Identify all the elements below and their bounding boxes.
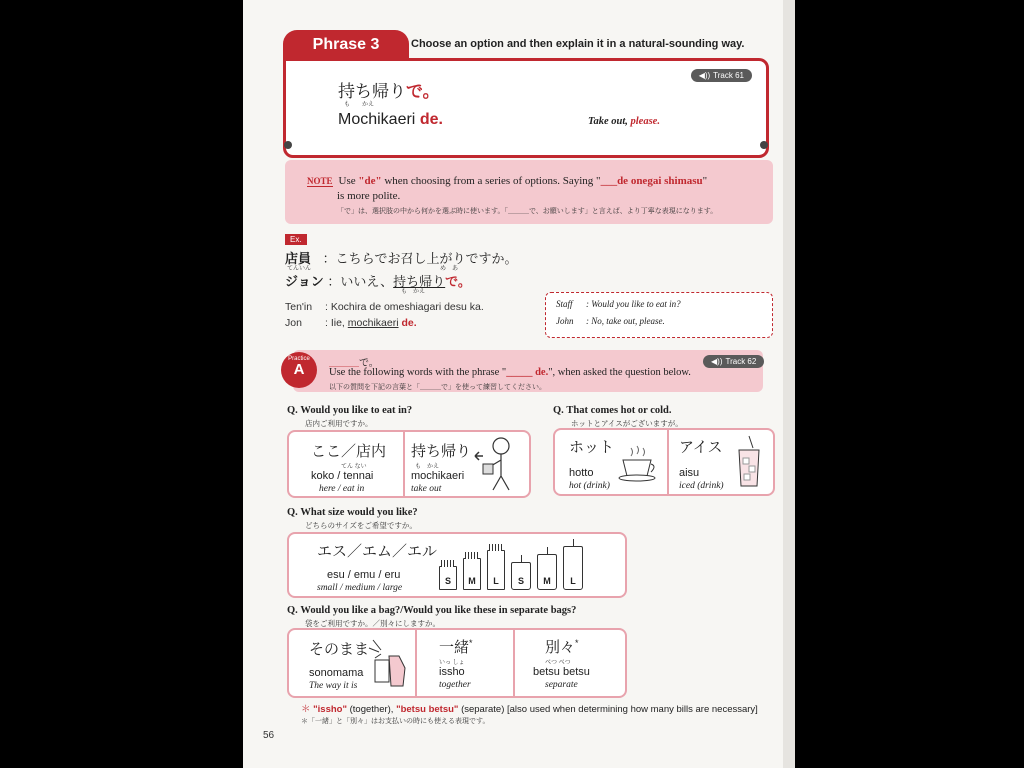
q1-options-box (287, 430, 531, 498)
note-banner (285, 160, 773, 224)
practice-instr-jp: 以下の質問を下記の言葉と「＿＿＿で」を使って練習してください。 (329, 384, 546, 391)
note-label: NOTE (307, 176, 333, 186)
note-text-3: " (702, 175, 708, 187)
q4-opt2-ruby: いっ しょ (439, 660, 465, 666)
straw-icon (547, 547, 548, 555)
practice-blank-de: で。 (359, 358, 379, 369)
phrase-romaji (338, 111, 443, 129)
phrase-jp-main: 持ち帰り (338, 82, 406, 101)
q4-opt2-jp: 一緒 (439, 639, 470, 656)
q3-options-box (287, 532, 627, 598)
q2-opt2 (679, 436, 724, 491)
practice-letter: A (293, 361, 305, 378)
translation-main: Take out, (588, 116, 628, 127)
phrase-label: Phrase 3 (283, 30, 409, 60)
q1-opt2-en: take out (411, 484, 442, 494)
q4-opt2-star: * (469, 638, 473, 648)
tr-speaker-2: John (556, 316, 574, 326)
example-speaker-2: ジョン (285, 274, 324, 289)
example-line2-ruby: も かえ (401, 289, 426, 295)
practice-track-badge[interactable] (703, 355, 764, 368)
fries-icon (463, 558, 481, 590)
coffee-cup-icon (617, 444, 661, 482)
speaker-icon: ◀)) (711, 357, 723, 366)
practice-instr-2: ", when asked the question below. (548, 367, 691, 378)
practice-blank: ＿＿＿ (329, 358, 359, 369)
q4-options-box (287, 628, 627, 698)
cup-icon (563, 546, 583, 590)
q2-opt2-en: iced (drink) (679, 481, 724, 491)
q1-opt1-jp: ここ／店内 (311, 443, 387, 460)
example-line2-b: 持ち帰り (393, 274, 446, 289)
fries-top-icon (489, 544, 502, 551)
translation-please: please. (630, 116, 660, 127)
track-label: Track 61 (713, 71, 744, 80)
footnote-betsu: "betsu betsu" (396, 704, 459, 715)
binder-ring-right (760, 141, 768, 149)
q2-opt1-jp: ホット (569, 439, 615, 456)
straw-icon (521, 555, 522, 563)
q1-opt2-ruby: も かえ (415, 464, 440, 470)
q1-opt1 (311, 440, 386, 494)
size-icons (439, 542, 609, 590)
practice-instr-blank: _____ de. (506, 367, 549, 378)
tr-speaker-1: Staff (556, 299, 573, 309)
q3-jp: どちらのサイズをご希望ですか。 (305, 521, 417, 530)
translation-line-2 (556, 316, 665, 326)
q4-opt1-en: The way it is (309, 681, 358, 691)
practice-instr-1: Use the following words with the phrase " (329, 367, 507, 378)
phrase-romaji-main: Mochikaeri (338, 111, 416, 128)
q4-opt2-en: together (439, 680, 471, 690)
q1-opt1-rom: koko / tennai (311, 470, 374, 482)
romaji-text-2b: mochikaeri (347, 317, 399, 329)
footnote-jp: ＊「一緒」と「別々」はお支払いの時にも使える表現です。 (301, 718, 490, 725)
q2-opt1-rom: hotto (569, 467, 594, 479)
q3-opt (317, 540, 437, 593)
translation-box (545, 292, 773, 338)
footnote (301, 701, 758, 715)
note-text-2: when choosing from a series of options. Saying " (384, 175, 601, 187)
example-speaker-ruby: てんいん (287, 266, 312, 272)
fries-top-icon (465, 552, 478, 559)
q1-text: Would you like to eat in? (300, 405, 413, 416)
practice-badge (281, 352, 317, 388)
q3-opt-en: small / medium / large (317, 583, 403, 593)
size-label: M (468, 576, 476, 586)
q1-question: Q. Would you like to eat in? (287, 405, 413, 416)
q2-opt1 (569, 436, 614, 491)
q1-opt1-ruby: てん ない (341, 464, 367, 470)
romaji-text-2c: de. (401, 317, 417, 329)
note-text (307, 174, 757, 204)
hand-with-bag-icon (367, 638, 413, 690)
phrase-jp-particle: で。 (406, 82, 440, 101)
q2-opt2-jp: アイス (679, 439, 723, 456)
size-label: L (493, 576, 499, 586)
q2-jp: ホットとアイスがございますが。 (571, 419, 683, 428)
q1-opt2-rom: mochikaeri (411, 470, 465, 482)
practice-instruction (329, 367, 691, 378)
q1-jp: 店内ご利用ですか。 (305, 419, 373, 428)
note-text-4: is more polite. (337, 190, 401, 202)
example-label: Ex. (285, 234, 307, 245)
fries-icon (487, 550, 505, 590)
example-romaji-1 (285, 301, 484, 313)
fries-icon (439, 566, 457, 590)
example-speaker-1: 店員 (285, 251, 312, 266)
q2-opt1-en: hot (drink) (569, 481, 610, 491)
tr-text-2: : No, take out, please. (586, 316, 665, 326)
footnote-t2: (separate) [also used when determining how many bills are necessary] (461, 704, 758, 715)
q4-opt2 (439, 636, 473, 690)
phrase-box (283, 58, 769, 158)
q1-opt2-jp: 持ち帰り (411, 443, 472, 460)
phrase-ruby: も かえ (344, 102, 375, 108)
speaker-icon: ◀)) (698, 71, 711, 80)
note-text-de: "de" (358, 175, 382, 187)
cup-icon (511, 562, 531, 590)
q4-opt1-rom: sonomama (309, 667, 364, 679)
size-label: S (444, 576, 451, 586)
tr-text-1: : Would you like to eat in? (586, 299, 681, 309)
q4-jp: 袋をご利用ですか。／別々にしますか。 (305, 619, 440, 628)
phrase-romaji-particle: de. (419, 111, 443, 128)
q3-question: Q. What size would you like? (287, 507, 418, 518)
example-line2 (285, 271, 471, 290)
example-line1 (285, 248, 518, 267)
q4-opt2-rom: issho (439, 666, 465, 678)
q4-question: Q. Would you like a bag?/Would you like these in separate bags? (287, 605, 577, 616)
romaji-text-1: : Kochira de omeshiagari desu ka. (325, 301, 484, 313)
q2-question: Q. That comes hot or cold. (553, 405, 672, 416)
size-label: L (570, 576, 576, 586)
q4-opt1-jp: そのまま (309, 641, 370, 658)
footnote-t1: (together), (349, 704, 394, 715)
q4-opt3-ruby: べつ べつ (545, 660, 571, 666)
size-label: M (543, 576, 551, 586)
phrase-translation (588, 116, 660, 127)
cup-icon (537, 554, 557, 590)
adjacent-page-edge (783, 0, 795, 768)
iced-drink-icon (735, 434, 763, 490)
footnote-issho: "issho" (313, 704, 347, 715)
q4-opt3-en: separate (545, 680, 578, 690)
q3-opt-rom: esu / emu / eru (327, 569, 401, 581)
q4-opt3-jp: 別々 (545, 639, 576, 656)
phrase-instruction: Choose an option and then explain it in a natural-sounding way. (411, 38, 745, 50)
size-label: S (517, 576, 524, 586)
page-number: 56 (263, 730, 275, 741)
footnote-star: ＊ (301, 704, 311, 715)
q4-opt3-rom: betsu betsu (533, 666, 590, 678)
note-text-blank: ___de onegai shimasu (600, 175, 703, 187)
q4-text: Would you like a bag?/Would you like these in separate bags? (300, 605, 577, 616)
straw-icon (573, 539, 574, 547)
q3-opt-jp: エス／エム／エル (317, 543, 438, 560)
example-line2-c: で。 (445, 274, 471, 289)
textbook-page (243, 0, 783, 768)
note-text-1: Use (338, 175, 356, 187)
q4-opt3-star: * (575, 638, 579, 648)
note-jp-text: 「で」は、選択肢の中から何かを選ぶ時に使います。「＿＿＿で、お願いします」と言えば、より丁寧な表現になります。 (337, 208, 718, 215)
person-with-bag-icon (471, 436, 527, 492)
translation-line-1 (556, 299, 681, 309)
example-line1-ruby: め あ (440, 266, 459, 272)
example-line1-text: ：こちらでお召し上がりですか。 (322, 251, 518, 266)
q4-opt1 (309, 638, 369, 691)
q1-opt1-en: here / eat in (319, 484, 365, 494)
track-badge[interactable] (691, 69, 752, 82)
example-romaji-2 (285, 317, 417, 329)
romaji-speaker-1: Ten'in (285, 301, 313, 313)
practice-track-label: Track 62 (725, 357, 757, 366)
fries-top-icon (441, 560, 454, 567)
q2-text: That comes hot or cold. (566, 405, 672, 416)
binder-ring-left (284, 141, 292, 149)
practice-label: Practice (288, 356, 310, 362)
example-line2-a: ：いいえ、 (327, 274, 394, 289)
q2-opt2-rom: aisu (679, 467, 700, 479)
romaji-speaker-2: Jon (285, 317, 302, 329)
romaji-text-2a: : Iie, (325, 317, 345, 329)
q1-opt2 (411, 440, 471, 494)
q4-opt3 (533, 636, 590, 690)
q3-text: What size would you like? (300, 507, 418, 518)
q2-options-box (553, 428, 775, 496)
